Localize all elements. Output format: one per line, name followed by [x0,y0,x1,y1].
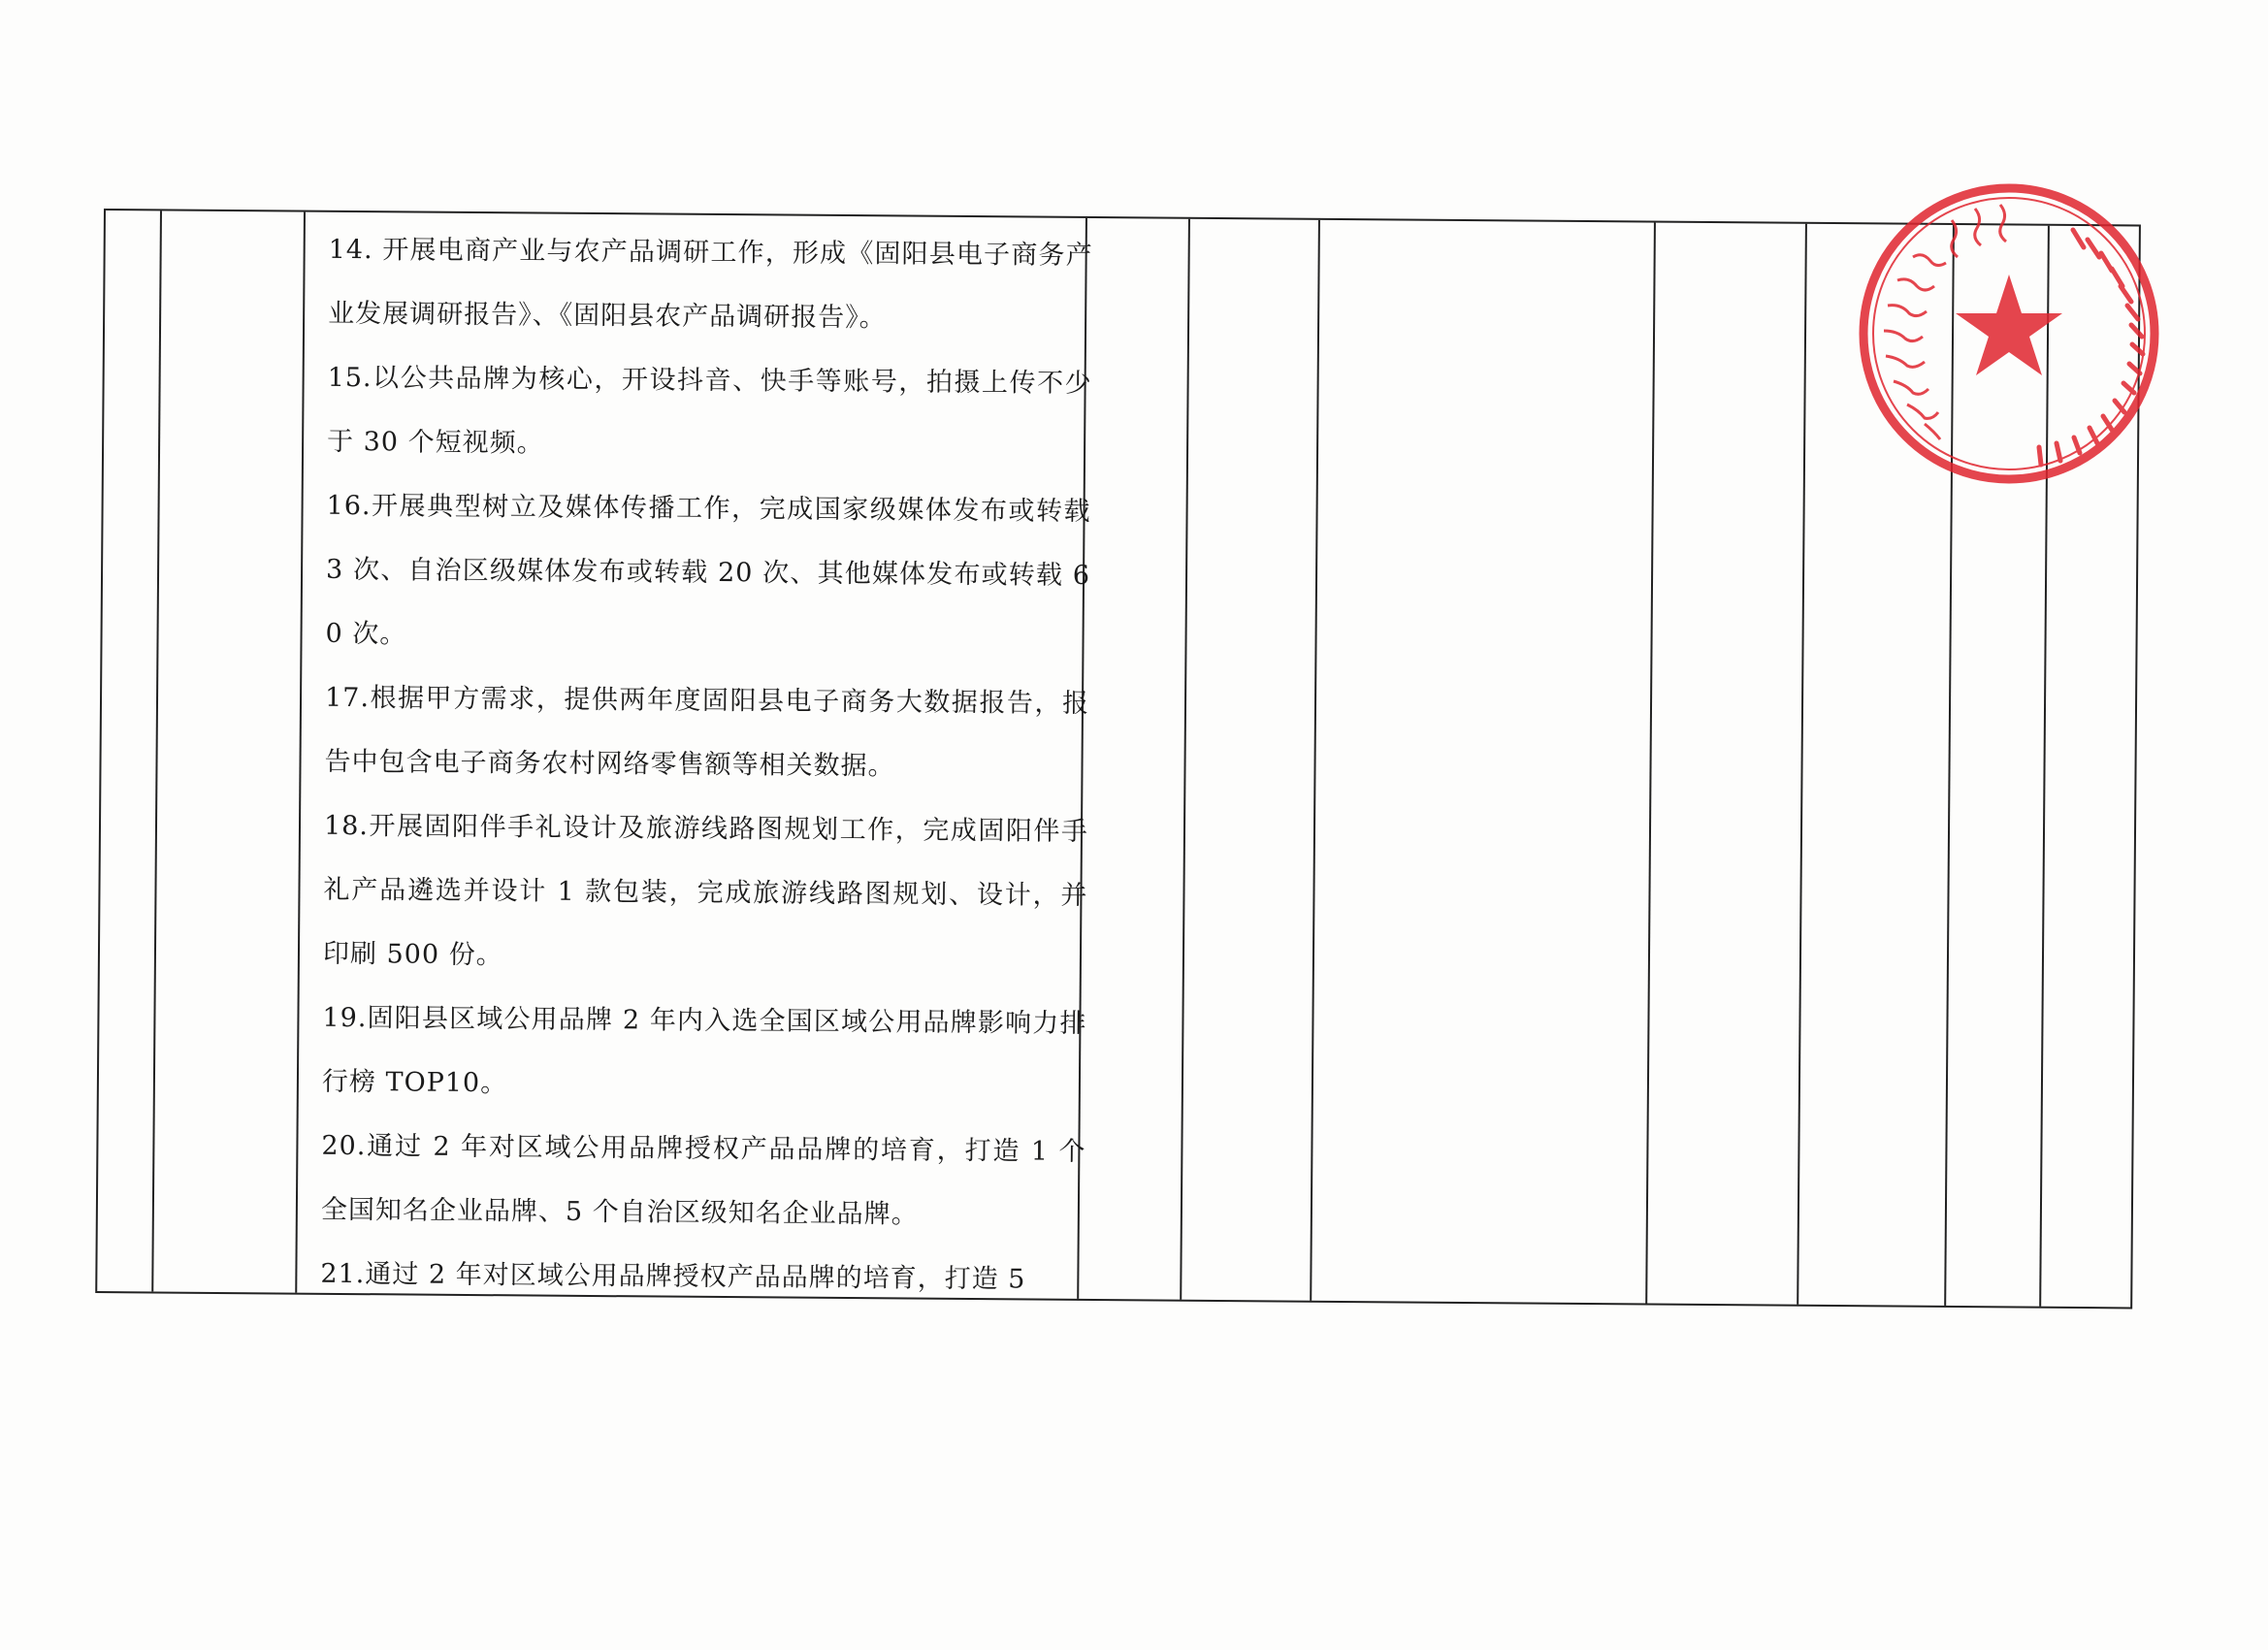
column-divider [1645,223,1656,1304]
list-item: 20.通过 2 年对区域公用品牌授权产品品牌的培育，打造 1 个全国知名企业品牌、5 个自治区级知名企业品牌。 [320,1130,1086,1230]
contract-table [95,209,2141,1309]
requirements-cell [308,218,1093,1312]
column-divider [295,212,306,1293]
list-item: 16.开展典型树立及媒体传播工作，完成国家级媒体发布或转载 3 次、自治区级媒体发布或转载 20 次、其他媒体发布或转载 60 次。 [325,490,1091,650]
list-item: 17.根据甲方需求，提供两年度固阳县电子商务大数据报告，报告中包含电子商务农村网络零售额等相关数据。 [324,682,1090,782]
list-item: 19.固阳县区域公用品牌 2 年内入选全国区域公用品牌影响力排行榜 TOP10。 [321,1002,1087,1099]
official-seal [1855,179,2163,488]
list-item: 15.以公共品牌为核心，开设抖音、快手等账号，拍摄上传不少于 30 个短视频。 [326,362,1092,459]
red-star-icon [1956,275,2062,375]
list-item: 18.开展固阳伴手礼设计及旅游线路图规划工作，完成固阳伴手礼产品遴选并设计 1 款包装，完成旅游线路图规划、设计，并印刷 500 份。 [322,810,1089,971]
list-item: 21.通过 2 年对区域公用品牌授权产品品牌的培育，打造 5 [320,1258,1026,1295]
column-divider [1797,224,1807,1305]
column-divider [1180,219,1190,1300]
seal-graphic [1855,179,2163,488]
list-item: 14. 开展电商产业与农产品调研工作，形成《固阳县电子商务产业发展调研报告》、《固阳县农产品调研报告》。 [328,234,1093,334]
column-divider [1310,220,1320,1301]
column-divider [151,210,162,1291]
